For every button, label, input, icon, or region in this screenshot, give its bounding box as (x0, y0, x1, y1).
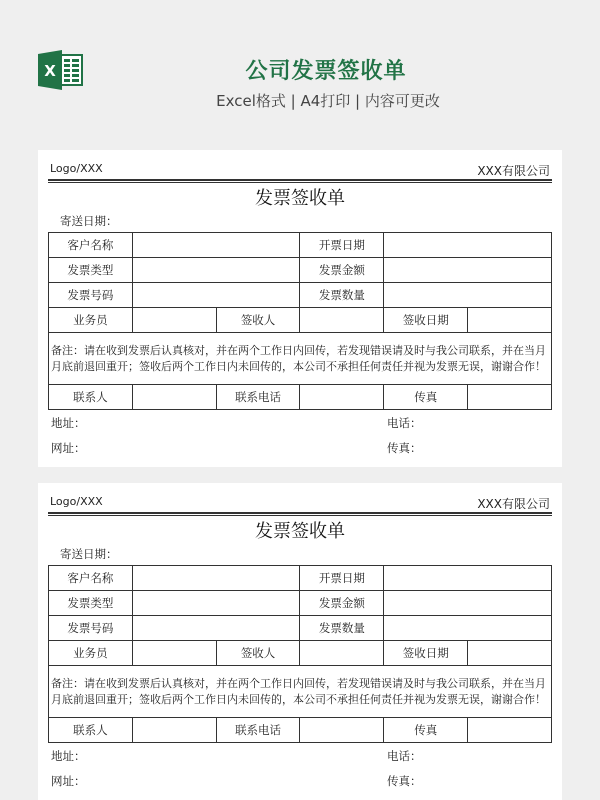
svg-text:X: X (44, 62, 56, 80)
invoice-table (48, 565, 552, 743)
invoice-amount-field[interactable] (384, 258, 552, 283)
page-subtitle: Excel格式 | A4打印 | 内容可更改 (216, 92, 440, 110)
salesperson-field[interactable] (132, 308, 216, 333)
label-cell: 发票号码 (49, 283, 133, 308)
label-cell: 联系人 (49, 385, 133, 410)
logo-placeholder: Logo/XXX (50, 162, 103, 175)
send-date-label: 寄送日期： (60, 547, 118, 561)
table-row (49, 641, 552, 666)
table-row (49, 591, 552, 616)
label-cell: 签收日期 (384, 641, 468, 666)
salesperson-field[interactable] (132, 641, 216, 666)
label-cell: 发票金额 (300, 258, 384, 283)
page-title: 公司发票签收单 (245, 59, 407, 84)
table-row (49, 385, 552, 410)
label-cell: 发票号码 (49, 616, 133, 641)
label-cell: 签收人 (216, 641, 300, 666)
label-cell: 发票数量 (300, 616, 384, 641)
website-label: 网址： (51, 441, 86, 455)
note-text: 备注：请在收到发票后认真核对，并在两个工作日内回传，若发现错误请及时与我公司联系，并在当月月底前退回重开；签收后两个工作日内未回传的，本公司不承担任何责任并视为发票无误，谢谢合作！ (49, 333, 552, 385)
label-cell: 业务员 (49, 641, 133, 666)
label-cell: 签收人 (216, 308, 300, 333)
invoice-date-field[interactable] (384, 233, 552, 258)
invoice-quantity-field[interactable] (384, 283, 552, 308)
note-text: 备注：请在收到发票后认真核对，并在两个工作日内回传，若发现错误请及时与我公司联系，并在当月月底前退回重开；签收后两个工作日内未回传的，本公司不承担任何责任并视为发票无误，谢谢合作！ (49, 666, 552, 718)
label-cell: 开票日期 (300, 233, 384, 258)
table-row (49, 233, 552, 258)
header-divider (48, 512, 552, 516)
label-cell: 传真 (384, 385, 468, 410)
customer-name-field[interactable] (132, 233, 300, 258)
fax-label: 传真： (387, 441, 422, 455)
label-cell: 发票数量 (300, 283, 384, 308)
fax-field[interactable] (468, 385, 552, 410)
label-cell: 业务员 (49, 308, 133, 333)
address-label: 地址： (51, 416, 86, 430)
invoice-table (48, 232, 552, 410)
label-cell: 客户名称 (49, 233, 133, 258)
website-label: 网址： (51, 774, 86, 788)
company-name: XXX有限公司 (477, 164, 550, 178)
table-row (49, 333, 552, 385)
label-cell: 联系电话 (216, 718, 300, 743)
table-row (49, 718, 552, 743)
invoice-receipt-form-1 (38, 150, 562, 467)
company-name: XXX有限公司 (477, 497, 550, 511)
header-divider (48, 179, 552, 183)
address-label: 地址： (51, 749, 86, 763)
phone-label: 电话： (387, 416, 422, 430)
label-cell: 联系人 (49, 718, 133, 743)
page-header (0, 0, 600, 140)
label-cell: 开票日期 (300, 566, 384, 591)
fax-label: 传真： (387, 774, 422, 788)
signer-field[interactable] (300, 641, 384, 666)
label-cell: 发票类型 (49, 591, 133, 616)
table-row (49, 308, 552, 333)
form-title: 发票签收单 (255, 521, 345, 542)
label-cell: 传真 (384, 718, 468, 743)
invoice-number-field[interactable] (132, 283, 300, 308)
table-row (49, 258, 552, 283)
invoice-number-field[interactable] (132, 616, 300, 641)
phone-label: 电话： (387, 749, 422, 763)
invoice-type-field[interactable] (132, 258, 300, 283)
table-row (49, 666, 552, 718)
label-cell: 客户名称 (49, 566, 133, 591)
invoice-date-field[interactable] (384, 566, 552, 591)
logo-placeholder: Logo/XXX (50, 495, 103, 508)
sign-date-field[interactable] (468, 641, 552, 666)
customer-name-field[interactable] (132, 566, 300, 591)
label-cell: 发票类型 (49, 258, 133, 283)
label-cell: 联系电话 (216, 385, 300, 410)
invoice-quantity-field[interactable] (384, 616, 552, 641)
invoice-amount-field[interactable] (384, 591, 552, 616)
table-row (49, 283, 552, 308)
table-row (49, 616, 552, 641)
fax-field[interactable] (468, 718, 552, 743)
contact-phone-field[interactable] (300, 385, 384, 410)
sign-date-field[interactable] (468, 308, 552, 333)
table-row (49, 566, 552, 591)
signer-field[interactable] (300, 308, 384, 333)
send-date-label: 寄送日期： (60, 214, 118, 228)
label-cell: 发票金额 (300, 591, 384, 616)
contact-person-field[interactable] (132, 718, 216, 743)
contact-person-field[interactable] (132, 385, 216, 410)
invoice-type-field[interactable] (132, 591, 300, 616)
form-title: 发票签收单 (255, 188, 345, 209)
contact-phone-field[interactable] (300, 718, 384, 743)
label-cell: 签收日期 (384, 308, 468, 333)
invoice-receipt-form-2 (38, 483, 562, 800)
